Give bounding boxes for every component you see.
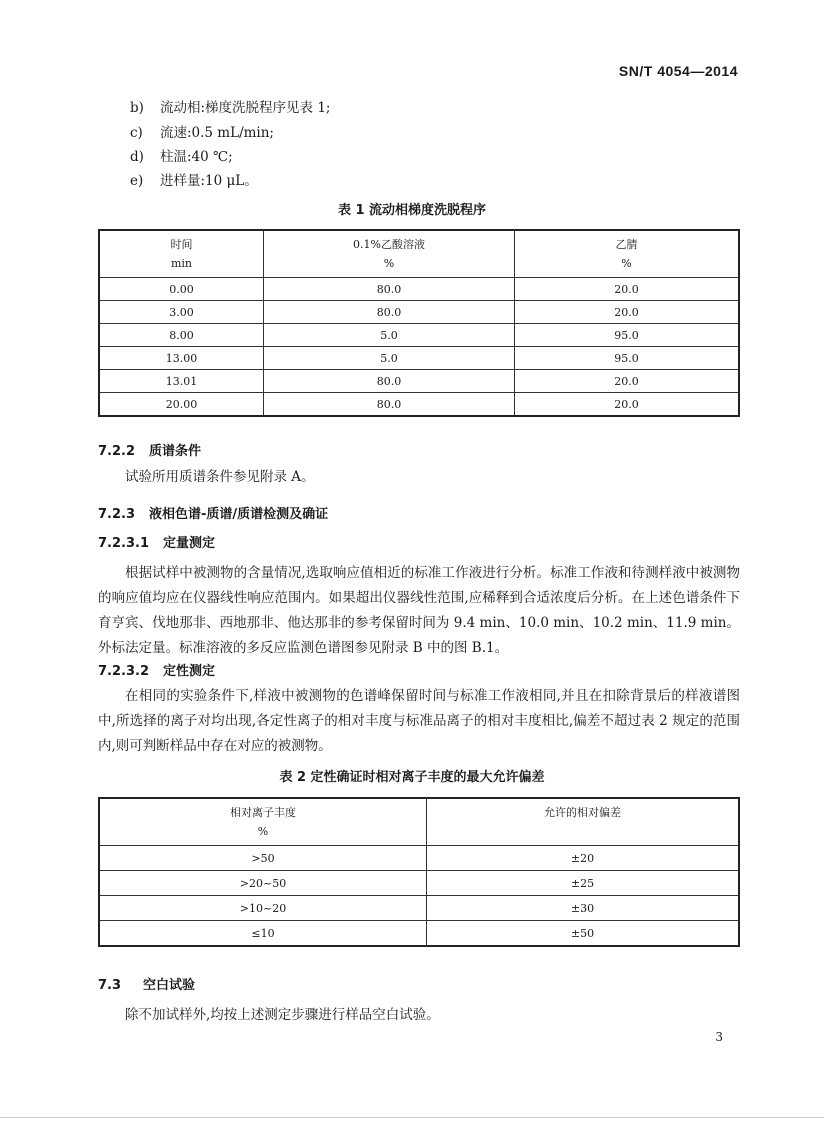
table-cell: >10~20 bbox=[99, 896, 427, 921]
table-row bbox=[99, 301, 739, 324]
table-row bbox=[99, 896, 739, 921]
table-cell: 13.01 bbox=[99, 370, 264, 393]
gradient-table bbox=[98, 229, 740, 417]
section-heading-7-2-3-2: 7.2.3.2 定性测定 bbox=[98, 664, 216, 679]
table-header-cell: 相对离子丰度 % bbox=[99, 798, 427, 846]
condition-item: c) 流速:0.5 mL/min; bbox=[130, 125, 274, 141]
section-text-7-2-2: 试验所用质谱条件参见附录 A。 bbox=[125, 469, 315, 485]
section-text-7-2-3-2: 在相同的实验条件下,样液中被测物的色谱峰保留时间与标准工作液相同,并且在扣除背景后的样液谱图中,所选择的离子对均出现,各定性离子的相对丰度与标准品离子的相对丰度相比,偏差不超过表 2 规定的范围内,则可判断样品中存在对应的被测物。 bbox=[98, 688, 740, 754]
document-code: SN/T 4054—2014 bbox=[618, 63, 738, 79]
table1-caption: 表 1 流动相梯度洗脱程序 bbox=[337, 203, 487, 218]
abundance-table bbox=[98, 797, 740, 947]
table-row bbox=[99, 347, 739, 370]
section-heading-7-3: 7.3 空白试验 bbox=[98, 978, 196, 993]
table-cell: 5.0 bbox=[264, 347, 515, 370]
table-header-cell: 允许的相对偏差 bbox=[427, 798, 740, 846]
table-cell: ±30 bbox=[427, 896, 740, 921]
table-cell: 8.00 bbox=[99, 324, 264, 347]
table-row bbox=[99, 846, 739, 871]
table-row bbox=[99, 921, 739, 947]
table-cell: 0.00 bbox=[99, 278, 264, 301]
table-cell: 20.0 bbox=[515, 393, 740, 417]
table2-caption: 表 2 定性确证时相对离子丰度的最大允许偏差 bbox=[279, 770, 545, 785]
table-row bbox=[99, 871, 739, 896]
table-cell: 80.0 bbox=[264, 278, 515, 301]
table-cell: 20.0 bbox=[515, 278, 740, 301]
table-cell: 80.0 bbox=[264, 301, 515, 324]
table-cell: 13.00 bbox=[99, 347, 264, 370]
table-cell: ±25 bbox=[427, 871, 740, 896]
table-cell: 80.0 bbox=[264, 370, 515, 393]
table-cell: ≤10 bbox=[99, 921, 427, 947]
table-header-cell: 乙腈 % bbox=[515, 230, 740, 278]
condition-item: d) 柱温:40 ℃; bbox=[130, 149, 233, 165]
condition-item: e) 进样量:10 μL。 bbox=[130, 173, 258, 189]
table-header-row bbox=[99, 798, 739, 846]
table-row bbox=[99, 324, 739, 347]
table-cell: 20.0 bbox=[515, 370, 740, 393]
section-heading-7-2-3-1: 7.2.3.1 定量测定 bbox=[98, 536, 216, 551]
table-header-cell: 时间 min bbox=[99, 230, 264, 278]
table-cell: 95.0 bbox=[515, 347, 740, 370]
page-number: 3 bbox=[715, 1030, 723, 1044]
table-cell: 20.0 bbox=[515, 301, 740, 324]
table-cell: 3.00 bbox=[99, 301, 264, 324]
condition-item: b) 流动相:梯度洗脱程序见表 1; bbox=[130, 100, 331, 116]
section-text-7-2-3-1: 根据试样中被测物的含量情况,选取响应值相近的标准工作液进行分析。标准工作液和待测样液中被测物的响应值均应在仪器线性响应范围内。如果超出仪器线性范围,应稀释到合适浓度后分析。在上述色谱条件下育亨宾、伐地那非、西地那非、他达那非的参考保留时间为 9.4 min、10.0 min、10.2 min、11.9 min。外标法定量。标准溶液的多反应监测色谱图参见附录 B 中的图 B.1。 bbox=[98, 565, 740, 656]
table-cell: ±20 bbox=[427, 846, 740, 871]
section-text-7-3: 除不加试样外,均按上述测定步骤进行样品空白试验。 bbox=[125, 1007, 440, 1023]
table-cell: 95.0 bbox=[515, 324, 740, 347]
table-cell: 80.0 bbox=[264, 393, 515, 417]
table-header-cell: 0.1%乙酸溶液 % bbox=[264, 230, 515, 278]
table-row bbox=[99, 370, 739, 393]
section-heading-7-2-2: 7.2.2 质谱条件 bbox=[98, 444, 202, 459]
section-heading-7-2-3: 7.2.3 液相色谱-质谱/质谱检测及确证 bbox=[98, 507, 329, 522]
table-cell: ±50 bbox=[427, 921, 740, 947]
table-cell: 20.00 bbox=[99, 393, 264, 417]
page-bottom-divider bbox=[0, 1117, 824, 1118]
table-cell: >50 bbox=[99, 846, 427, 871]
table-row bbox=[99, 393, 739, 417]
table-cell: 5.0 bbox=[264, 324, 515, 347]
table-header-row bbox=[99, 230, 739, 278]
table-cell: >20~50 bbox=[99, 871, 427, 896]
table-row bbox=[99, 278, 739, 301]
